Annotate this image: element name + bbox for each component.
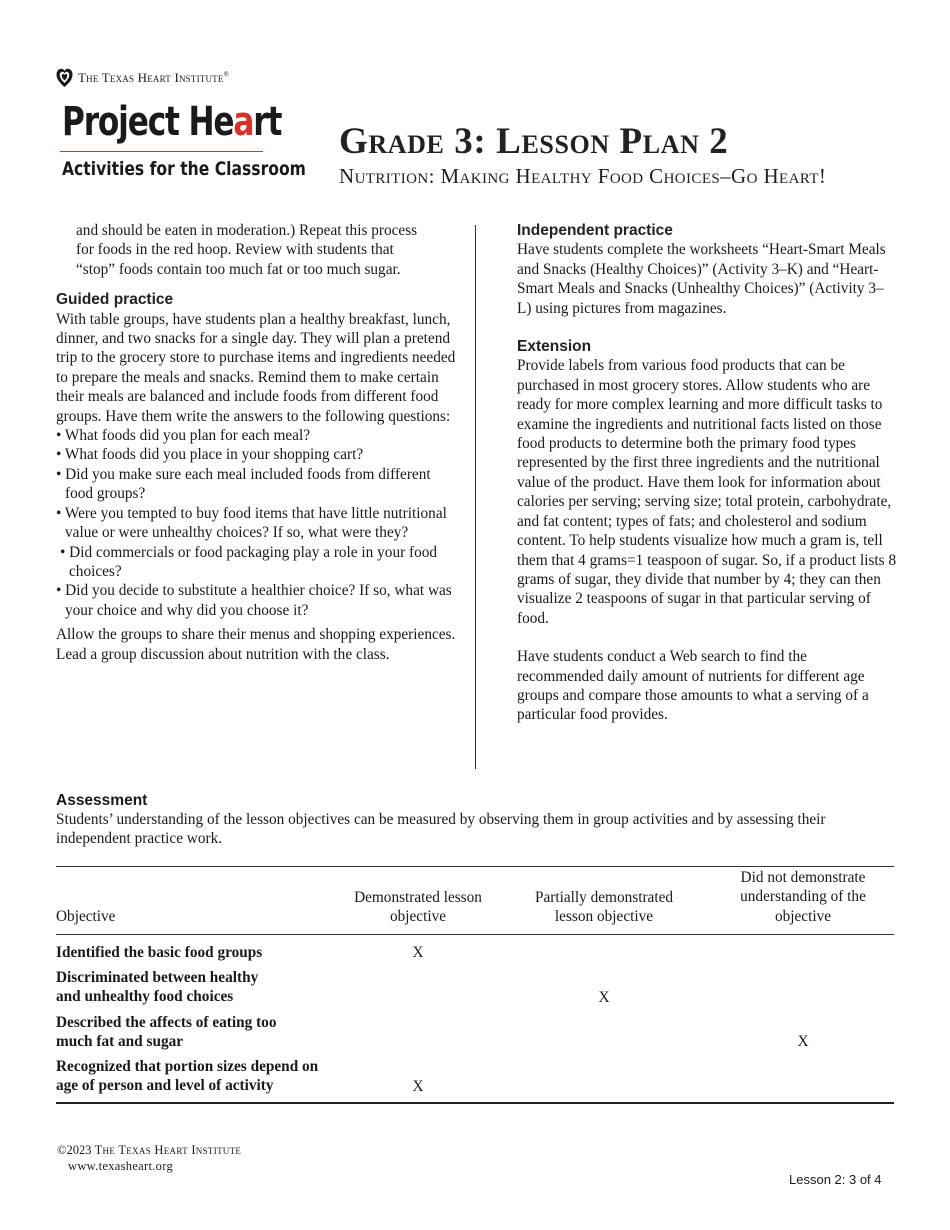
table-header-rule [56, 934, 894, 935]
page-title: Grade 3: Lesson Plan 2 [339, 121, 729, 162]
closing-paragraph: Allow the groups to share their menus and shopping experiences. Lead a group discussion about nutrition with the class. [56, 626, 456, 663]
intro-line: for foods in the red hoop. Review with students that [76, 241, 394, 259]
independent-practice-heading: Independent practice [517, 222, 673, 239]
table-row-mark: X [412, 944, 424, 961]
table-row-objective: Recognized that portion sizes depend on age of person and level of activity [56, 1058, 319, 1095]
institute-name: The Texas Heart Institute® [78, 70, 230, 85]
column-divider [475, 225, 476, 769]
assessment-text: Students’ understanding of the lesson objectives can be measured by observing them in group activities and by assessing their independent practice work. [56, 811, 826, 848]
column-header-objective: Objective [56, 908, 116, 925]
project-heart-title: Project Heart [62, 99, 282, 145]
heart-letter: a [233, 99, 254, 145]
question-item: • What foods did you plan for each meal? [56, 427, 310, 445]
tagline: Activities for the Classroom [62, 158, 306, 180]
table-row-objective: Discriminated between healthy and unhealthy food choices [56, 969, 259, 1006]
column-header-demonstrated: Demonstrated lesson objective [354, 889, 482, 926]
assessment-heading: Assessment [56, 792, 148, 809]
left-column [56, 221, 456, 664]
extension-text-2: Have students conduct a Web search to find the recommended daily amount of nutrients for different age groups and compare those amounts to what a serving of a particular food provides. [517, 648, 869, 724]
question-item: • What foods did you place in your shopping cart? [56, 446, 364, 464]
table-top-rule [56, 866, 894, 867]
title-rule [60, 151, 263, 152]
intro-line: and should be eaten in moderation.) Repeat this process [76, 222, 418, 239]
question-item: • Did you decide to substitute a healthier choice? If so, what was your choice and why did you choose it? [56, 582, 452, 619]
intro-line: “stop” foods contain too much fat or too much sugar. [76, 260, 401, 278]
guided-practice-text: With table groups, have students plan a healthy breakfast, lunch, dinner, and two snacks for a single day. They will plan a pretend trip to the grocery store to purchase items and ingredients needed to prepare the meals and snacks. Remind them to make certain their meals are balanced and include foods from different food groups. Have them write the answers to the following questions: [56, 310, 456, 425]
column-header-partial: Partially demonstrated lesson objective [534, 889, 674, 926]
right-column [517, 221, 897, 725]
question-item: • Did you make sure each meal included foods from different food groups? [56, 465, 431, 503]
extension-heading: Extension [517, 338, 592, 356]
table-row-mark: X [412, 1078, 424, 1095]
independent-practice-text: Have students complete the worksheets “Heart-Smart Meals and Snacks (Healthy Choices)” (Activity 3–K) and “Heart-Smart Meals and Snacks (Unhealthy Choices)” (Activity 3–L) using pictures from magazines. [517, 241, 886, 317]
heart-logo-icon [56, 68, 73, 88]
table-row-objective: Identified the basic food groups [56, 944, 263, 961]
page-subtitle: Nutrition: Making Healthy Food Choices–Go Heart! [339, 164, 827, 188]
question-item: • Were you tempted to buy food items that have little nutritional value or were unhealthy choices? If so, what were they? [56, 504, 447, 542]
page-number: Lesson 2: 3 of 4 [789, 1172, 882, 1187]
copyright: ©2023 The Texas Heart Institute [57, 1143, 242, 1157]
table-row-objective: Described the affects of eating too much fat and sugar [56, 1014, 277, 1051]
intro-paragraph [56, 221, 456, 279]
extension-text: Provide labels from various food products that can be purchased in most grocery stores. Allow students who are ready for more complex learning and more difficult tasks to examine the ingredients and nutritional facts listed on those food products to determine both the primary food types represented by the first three ingredients and the nutritional value of the product. Have them look for information about calories per serving; serving size; total protein, carbohydrate, and fat content; types of fats; and cholesterol and sodium content. To help students visualize how much a gram is, tell them that 4 grams=1 teaspoon of sugar. So, if a product lists 8 grams of sugar, they divide that number by 4; they can then visualize 2 teaspoons of sugar in that particular serving of food. [517, 357, 897, 627]
institute-logo [56, 66, 229, 90]
table-row-mark: X [598, 989, 610, 1006]
question-item: • Did commercials or food packaging play a role in your food choices? [60, 543, 438, 580]
table-bottom-rule [56, 1102, 894, 1104]
website-link[interactable]: www.texasheart.org [68, 1159, 174, 1173]
guided-practice-heading: Guided practice [56, 291, 174, 309]
column-header-not-demonstrated: Did not demonstrate understanding of the objective [740, 869, 866, 925]
table-row-mark: X [797, 1033, 809, 1050]
